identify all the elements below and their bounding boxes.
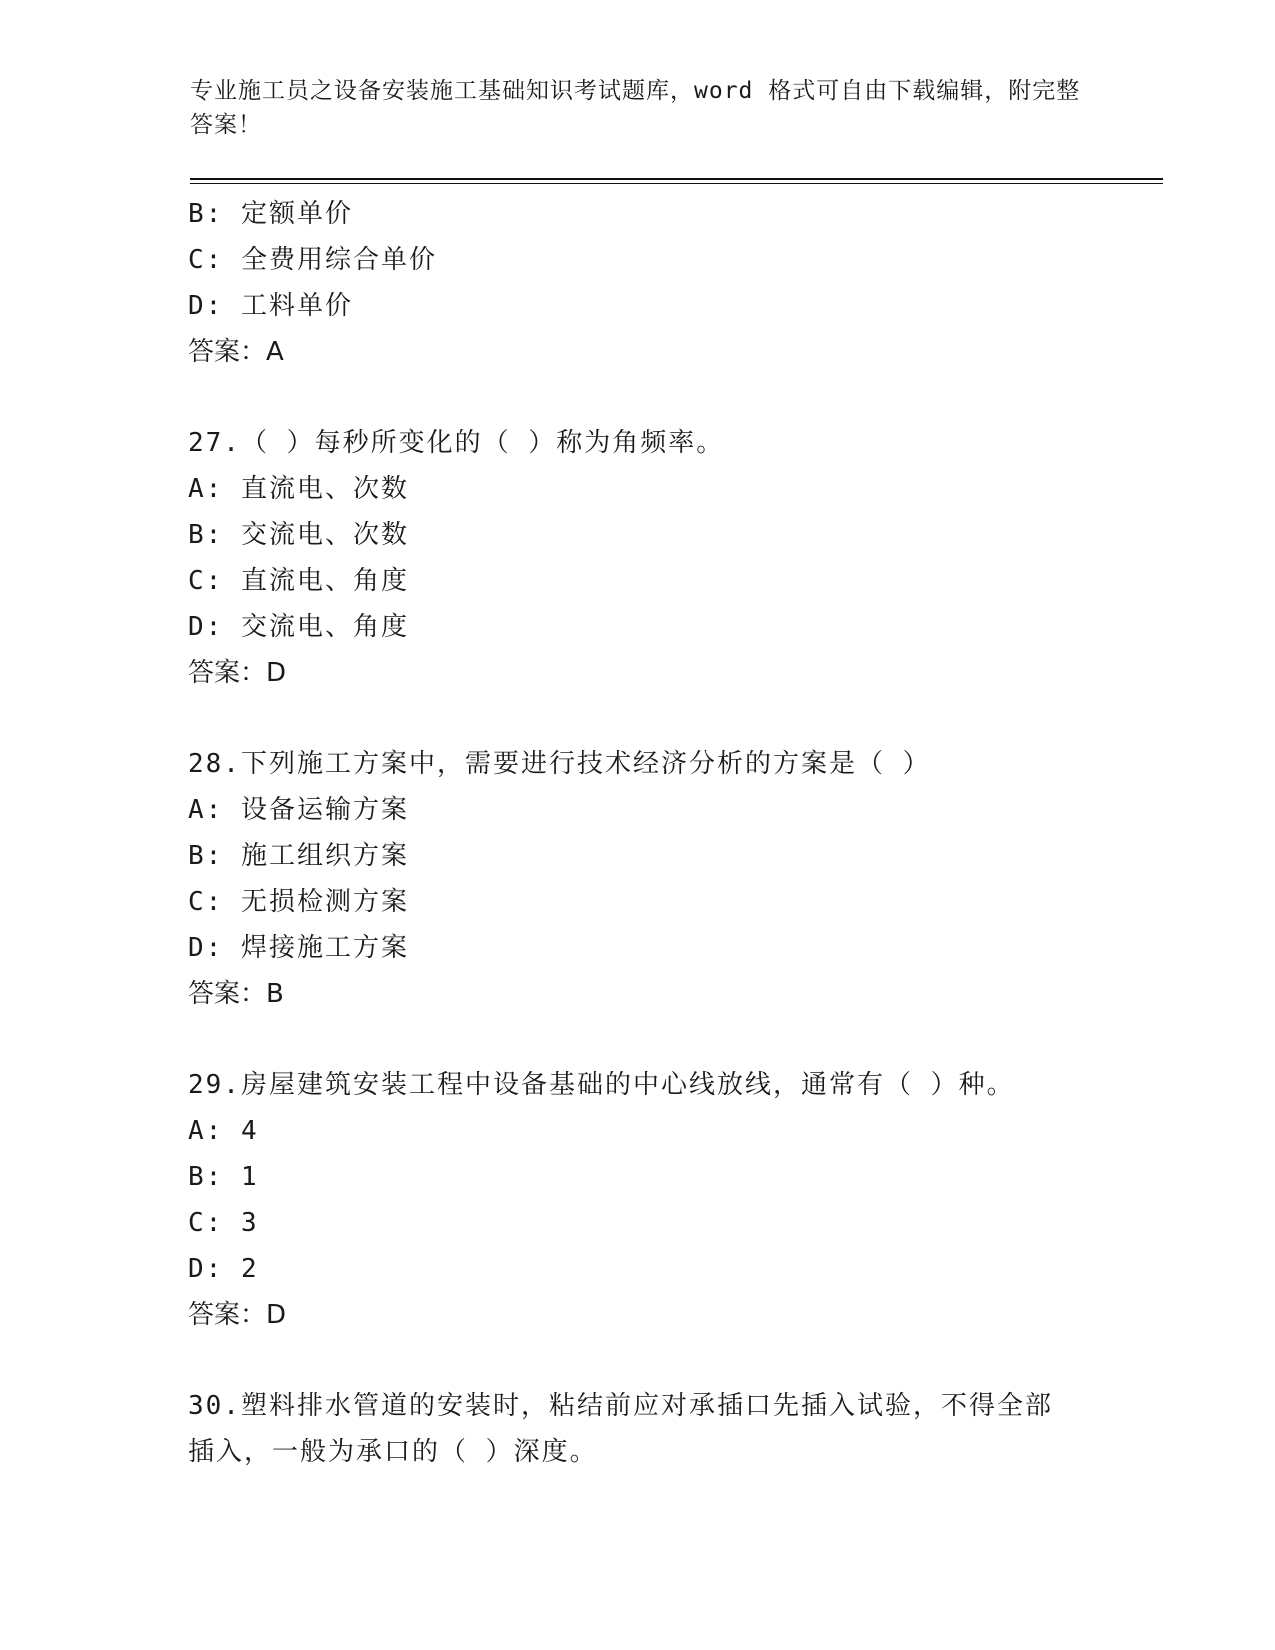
option-a: A: 设备运输方案 <box>188 795 409 825</box>
option-c: C: 全费用综合单价 <box>188 245 437 275</box>
option-b: B: 交流电、次数 <box>188 520 409 550</box>
option-a: A: 直流电、次数 <box>188 474 409 504</box>
document-header: 专业施工员之设备安装施工基础知识考试题库，word 格式可自由下载编辑，附完整答案！ <box>190 78 1081 138</box>
option-c: C: 3 <box>188 1208 259 1238</box>
header-divider-thick <box>190 178 1163 180</box>
option-a: A: 4 <box>188 1116 259 1146</box>
option-b: B: 施工组织方案 <box>188 841 409 871</box>
option-b: B: 定额单价 <box>188 199 353 229</box>
question-stem: 28.下列施工方案中，需要进行技术经济分析的方案是（ ） <box>188 749 931 779</box>
question-block-27 <box>188 420 1148 696</box>
answer-line: 答案：A <box>188 337 284 367</box>
question-block-30 <box>188 1383 1148 1475</box>
question-list <box>188 191 1148 1475</box>
option-d: D: 工料单价 <box>188 291 353 321</box>
option-b: B: 1 <box>188 1162 259 1192</box>
question-stem: 29.房屋建筑安装工程中设备基础的中心线放线，通常有（ ）种。 <box>188 1070 1015 1100</box>
answer-line: 答案：B <box>188 979 284 1009</box>
option-c: C: 无损检测方案 <box>188 887 409 917</box>
answer-line: 答案：D <box>188 658 287 688</box>
answer-line: 答案：D <box>188 1300 287 1330</box>
option-d: D: 2 <box>188 1254 259 1284</box>
option-c: C: 直流电、角度 <box>188 566 409 596</box>
question-stem: 27.（ ）每秒所变化的（ ）称为角频率。 <box>188 428 725 458</box>
question-block-26 <box>188 191 1148 375</box>
question-block-28 <box>188 741 1148 1017</box>
question-stem-line-2: 插入，一般为承口的（ ）深度。 <box>188 1437 598 1467</box>
option-d: D: 焊接施工方案 <box>188 933 409 963</box>
question-block-29 <box>188 1062 1148 1338</box>
question-stem-line-1: 30.塑料排水管道的安装时，粘结前应对承插口先插入试验，不得全部 <box>188 1391 1053 1421</box>
option-d: D: 交流电、角度 <box>188 612 409 642</box>
header-divider-thin <box>190 183 1163 184</box>
